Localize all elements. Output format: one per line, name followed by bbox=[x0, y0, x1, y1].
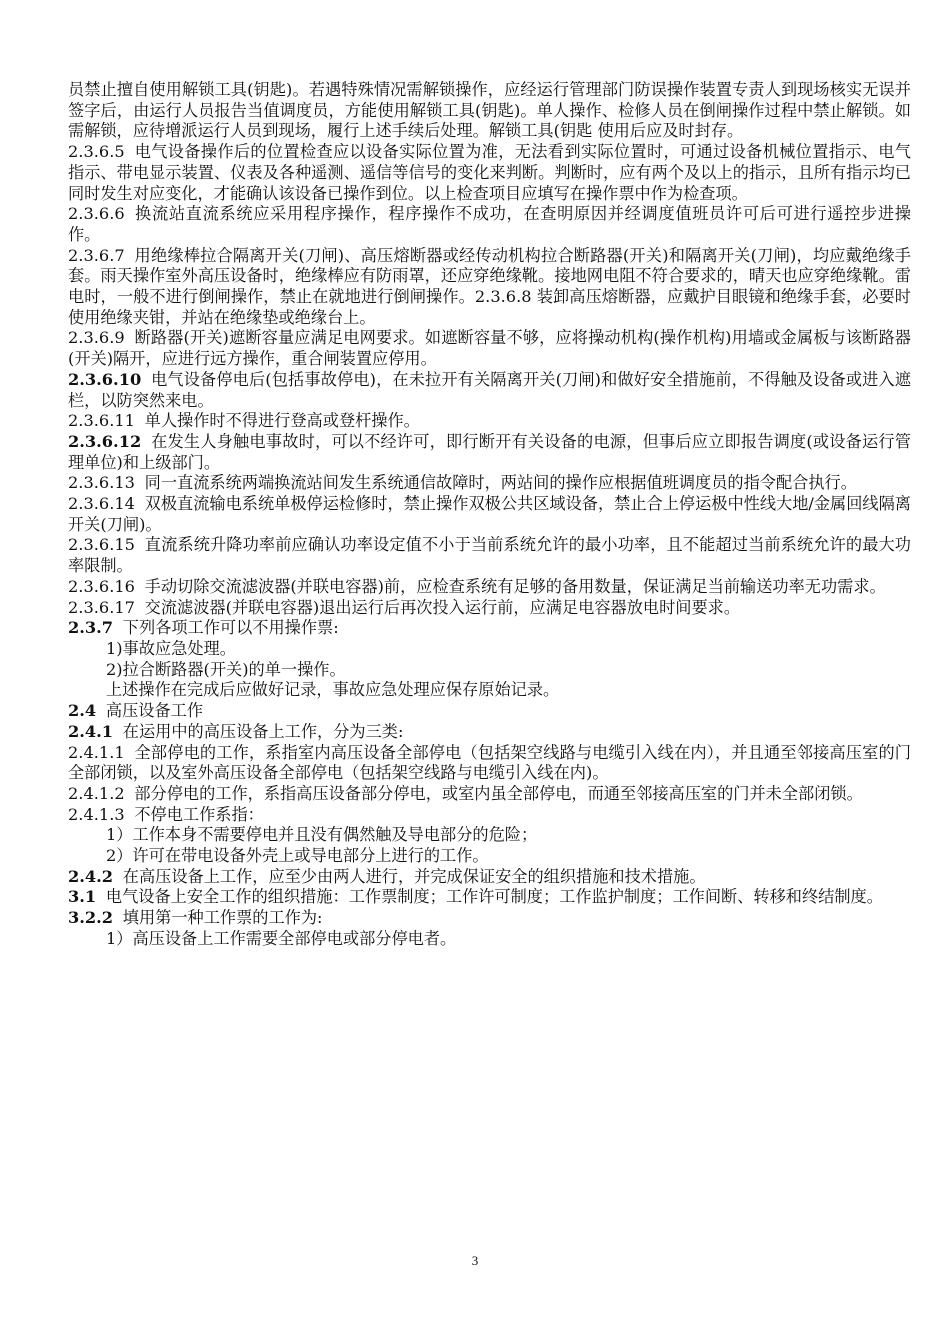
paragraph bbox=[68, 142, 911, 204]
paragraph-text: 用绝缘棒拉合隔离开关(刀闸)、高压熔断器或经传动机构拉合断路器(开关)和隔离开关(刀闸)，均应戴绝缘手套。雨天操作室外高压设备时，绝缘棒应有防雨罩，还应穿绝缘靴。接地网电阻不符合要求的，晴天也应穿绝缘靴。雷电时，一般不进行倒闸操作，禁止在就地进行倒闸操作。2.3.6.8 装卸高压熔断器，应戴护目眼镜和绝缘手套，必要时使用绝缘夹钳，并站在绝缘垫或绝缘台上。 bbox=[68, 245, 911, 327]
paragraph bbox=[68, 411, 911, 432]
section-number: 2.3.6.14 bbox=[68, 494, 135, 514]
paragraph-text: 在高压设备上工作，应至少由两人进行，并完成保证安全的组织措施和技术措施。 bbox=[122, 866, 706, 886]
paragraph bbox=[68, 825, 911, 846]
paragraph bbox=[68, 535, 911, 576]
section-number: 2.4.1.2 bbox=[68, 783, 125, 803]
paragraph bbox=[68, 722, 911, 743]
section-number: 2.3.6.5 bbox=[68, 142, 125, 162]
section-number: 2.4.1.3 bbox=[68, 804, 125, 824]
paragraph bbox=[68, 784, 911, 805]
paragraph bbox=[68, 805, 911, 826]
section-number: 2.3.6.7 bbox=[68, 245, 125, 265]
paragraph-text: 填用第一种工作票的工作为: bbox=[122, 908, 323, 928]
paragraph bbox=[68, 660, 911, 681]
page-number: 3 bbox=[471, 1253, 479, 1268]
section-number: 3.1 bbox=[68, 887, 97, 907]
paragraph-text: 1)事故应急处理。 bbox=[106, 638, 236, 658]
paragraph-text: 电气设备停电后(包括事故停电)，在未拉开有关隔离开关(刀闸)和做好安全措施前，不得触及设备或进入遮栏，以防突然来电。 bbox=[68, 369, 911, 410]
section-number: 3.2.2 bbox=[68, 908, 114, 928]
section-number: 2.3.6.17 bbox=[68, 597, 135, 617]
section-number: 2.3.6.12 bbox=[68, 431, 142, 451]
paragraph-text: 换流站直流系统应采用程序操作，程序操作不成功，在查明原因并经调度值班员许可后可进行遥控步进操作。 bbox=[68, 204, 911, 244]
section-number: 2.4.1.1 bbox=[68, 742, 125, 762]
paragraph bbox=[68, 598, 911, 619]
paragraph bbox=[68, 680, 911, 701]
paragraph bbox=[68, 370, 911, 411]
paragraph-text: 上述操作在完成后应做好记录，事故应急处理应保存原始记录。 bbox=[106, 680, 560, 700]
section-number: 2.3.7 bbox=[68, 618, 114, 638]
paragraph bbox=[68, 494, 911, 535]
section-number: 2.3.6.13 bbox=[68, 473, 135, 493]
section-number: 2.4.1 bbox=[68, 721, 114, 741]
paragraph bbox=[68, 432, 911, 473]
paragraph-text: 双极直流输电系统单极停运检修时，禁止操作双极公共区域设备，禁止合上停运极中性线大地/金属回线隔离开关(刀闸)。 bbox=[68, 494, 911, 534]
paragraph bbox=[68, 577, 911, 598]
paragraph bbox=[68, 867, 911, 888]
paragraph-text: 电气设备上安全工作的组织措施：工作票制度；工作许可制度；工作监护制度；工作间断、转移和终结制度。 bbox=[105, 887, 883, 907]
section-number: 2.3.6.10 bbox=[68, 369, 142, 389]
paragraph bbox=[68, 846, 911, 867]
paragraph-text: 1）高压设备上工作需要全部停电或部分停电者。 bbox=[106, 928, 457, 948]
paragraph-text: 高压设备工作 bbox=[105, 701, 204, 721]
paragraph bbox=[68, 328, 911, 369]
section-number: 2.3.6.6 bbox=[68, 204, 125, 224]
paragraph bbox=[68, 204, 911, 245]
section-number: 2.3.6.9 bbox=[68, 328, 125, 348]
paragraph-text: 断路器(开关)遮断容量应满足电网要求。如遮断容量不够，应将操动机构(操作机构)用墙或金属板与该断路器(开关)隔开，应进行远方操作，重合闸装置应停用。 bbox=[68, 328, 911, 369]
paragraph-text: 员禁止擅自使用解锁工具(钥匙)。若遇特殊情况需解锁操作，应经运行管理部门防误操作装置专责人到现场核实无误并签字后，由运行人员报告当值调度员，方能使用解锁工具(钥匙)。单人操作、检修人员在倒闸操作过程中禁止解锁。如需解锁，应待增派运行人员到现场，履行上述手续后处理。解锁工具(钥匙 使用后应及时封存。 bbox=[68, 80, 911, 141]
document-page bbox=[68, 80, 911, 950]
section-number: 2.3.6.11 bbox=[68, 411, 135, 431]
section-number: 2.3.6.15 bbox=[68, 535, 135, 555]
paragraph-text: 不停电工作系指： bbox=[134, 804, 264, 824]
paragraph-text: 部分停电的工作，系指高压设备部分停电，或室内虽全部停电，而通至邻接高压室的门并未全部闭锁。 bbox=[134, 783, 863, 803]
section-number: 2.4.2 bbox=[68, 866, 114, 886]
paragraph-text: 同一直流系统两端换流站间发生系统通信故障时，两站间的操作应根据值班调度员的指令配合执行。 bbox=[144, 473, 857, 493]
paragraph bbox=[68, 929, 911, 950]
paragraph-text: 直流系统升降功率前应确认功率设定值不小于当前系统允许的最小功率，且不能超过当前系统允许的最大功率限制。 bbox=[68, 535, 911, 576]
paragraph bbox=[68, 743, 911, 784]
paragraph-text: 交流滤波器(并联电容器)退出运行后再次投入运行前，应满足电容器放电时间要求。 bbox=[144, 597, 741, 617]
paragraph bbox=[68, 246, 911, 329]
paragraph bbox=[68, 618, 911, 639]
paragraph-text: 下列各项工作可以不用操作票: bbox=[122, 618, 339, 638]
section-number: 2.3.6.16 bbox=[68, 576, 135, 596]
paragraph-text: 1）工作本身不需要停电并且没有偶然触及导电部分的危险； bbox=[106, 825, 538, 845]
paragraph-text: 手动切除交流滤波器(并联电容器)前，应检查系统有足够的备用数量，保证满足当前输送功率无功需求。 bbox=[144, 576, 886, 596]
section-number: 2.4 bbox=[68, 701, 97, 721]
paragraph bbox=[68, 639, 911, 660]
paragraph-text: 在运用中的高压设备上工作，分为三类: bbox=[122, 721, 404, 741]
paragraph bbox=[68, 887, 911, 908]
paragraph bbox=[68, 701, 911, 722]
paragraph-text: 单人操作时不得进行登高或登杆操作。 bbox=[144, 411, 420, 431]
paragraph bbox=[68, 473, 911, 494]
paragraph-text: 2）许可在带电设备外壳上或导电部分上进行的工作。 bbox=[106, 846, 489, 866]
paragraph-text: 全部停电的工作，系指室内高压设备全部停电（包括架空线路与电缆引入线在内），并且通至邻接高压室的门全部闭锁，以及室外高压设备全部停电（包括架空线路与电缆引入线在内)。 bbox=[68, 742, 911, 783]
paragraph bbox=[68, 908, 911, 929]
paragraph-text: 电气设备操作后的位置检查应以设备实际位置为准，无法看到实际位置时，可通过设备机械位置指示、电气指示、带电显示装置、仪表及各种遥测、遥信等信号的变化来判断。判断时，应有两个及以上的指示，且所有指示均已同时发生对应变化，才能确认该设备已操作到位。以上检查项目应填写在操作票中作为检查项。 bbox=[68, 142, 911, 203]
paragraph bbox=[68, 80, 911, 142]
paragraph-text: 2)拉合断路器(开关)的单一操作。 bbox=[106, 659, 346, 679]
paragraph-text: 在发生人身触电事故时，可以不经许可，即行断开有关设备的电源，但事后应立即报告调度(或设备运行管理单位)和上级部门。 bbox=[68, 431, 911, 472]
